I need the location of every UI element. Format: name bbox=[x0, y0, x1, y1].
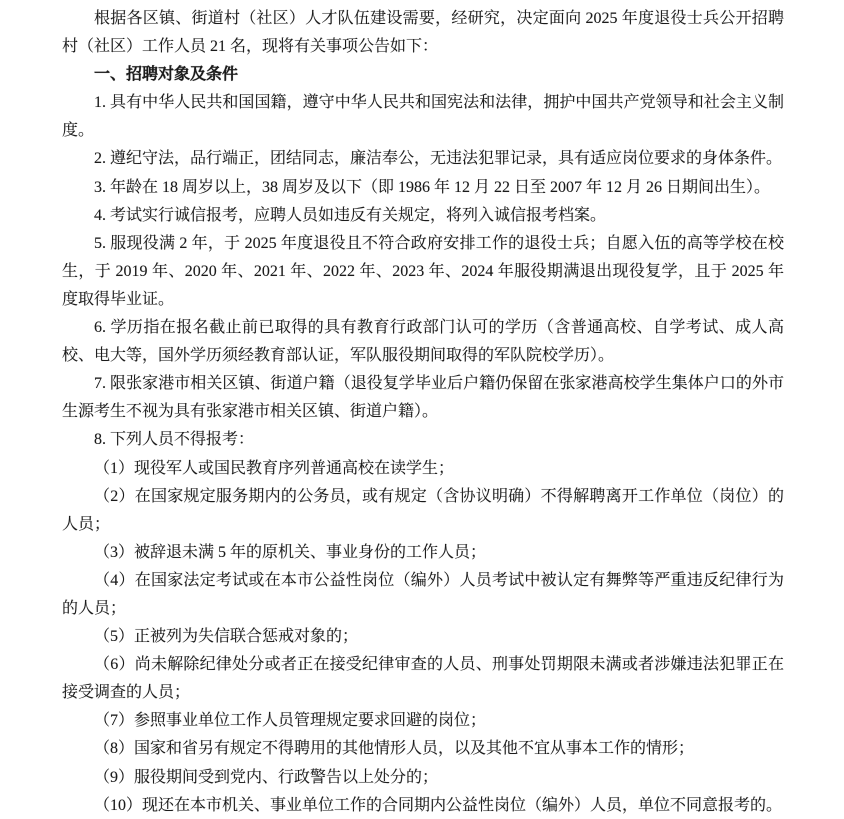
condition-item-6: 6. 学历指在报名截止前已取得的具有教育行政部门认可的学历（含普通高校、自学考试、成人高校、电大等，国外学历须经教育部认证，军队服役期间取得的军队院校学历）。 bbox=[62, 319, 784, 365]
excluded-item-10: （10）现还在本市机关、事业单位工作的合同期内公益性岗位（编外）人员，单位不同意报考的。 bbox=[94, 796, 783, 814]
excluded-item-5: （5）正被列为失信联合惩戒对象的； bbox=[94, 628, 359, 646]
excluded-item-8: （8）国家和省另有规定不得聘用的其他情形人员，以及其他不宜从事本工作的情形； bbox=[94, 740, 695, 758]
excluded-item-2: （2）在国家规定服务期内的公务员，或有规定（含协议明确）不得解聘离开工作单位（岗位）的人员； bbox=[62, 487, 784, 533]
excluded-item-6: （6）尚未解除纪律处分或者正在接受纪律审查的人员、刑事处罚期限未满或者涉嫌违法犯罪正在接受调查的人员； bbox=[62, 656, 784, 702]
excluded-item-3: （3）被辞退未满 5 年的原机关、事业身份的工作人员； bbox=[94, 543, 487, 561]
section-heading: 一、招聘对象及条件 bbox=[94, 66, 239, 84]
condition-item-5: 5. 服现役满 2 年，于 2025 年度退役且不符合政府安排工作的退役士兵；自愿入伍的高等学校在校生，于 2019 年、2020 年、2021 年、2022 年、2023 年、2024 年服役期满退出现役复学，且于 2025 年度取得毕业证。 bbox=[62, 234, 784, 308]
condition-item-2: 2. 遵纪守法，品行端正，团结同志，廉洁奉公，无违法犯罪记录，具有适应岗位要求的身体条件。 bbox=[94, 150, 783, 168]
excluded-item-9: （9）服役期间受到党内、行政警告以上处分的； bbox=[94, 768, 439, 786]
intro-paragraph: 根据各区镇、街道村（社区）人才队伍建设需要，经研究，决定面向 2025 年度退役士兵公开招聘村（社区）工作人员 21 名，现将有关事项公告如下： bbox=[62, 10, 784, 56]
condition-item-3: 3. 年龄在 18 周岁以上，38 周岁及以下（即 1986 年 12 月 22 日至 2007 年 12 月 26 日期间出生）。 bbox=[94, 178, 771, 196]
condition-item-1: 1. 具有中华人民共和国国籍，遵守中华人民共和国宪法和法律，拥护中国共产党领导和社会主义制度。 bbox=[62, 94, 784, 140]
condition-item-8: 8. 下列人员不得报考： bbox=[94, 431, 255, 449]
excluded-item-4: （4）在国家法定考试或在本市公益性岗位（编外）人员考试中被认定有舞弊等严重违反纪律行为的人员； bbox=[62, 571, 784, 617]
condition-item-4: 4. 考试实行诚信报考，应聘人员如违反有关规定，将列入诚信报考档案。 bbox=[94, 206, 607, 224]
excluded-item-7: （7）参照事业单位工作人员管理规定要求回避的岗位； bbox=[94, 712, 487, 730]
excluded-item-1: （1）现役军人或国民教育序列普通高校在读学生； bbox=[94, 459, 455, 477]
condition-item-7: 7. 限张家港市相关区镇、街道户籍（退役复学毕业后户籍仍保留在张家港高校学生集体户口的外市生源考生不视为具有张家港市相关区镇、街道户籍）。 bbox=[62, 375, 784, 421]
